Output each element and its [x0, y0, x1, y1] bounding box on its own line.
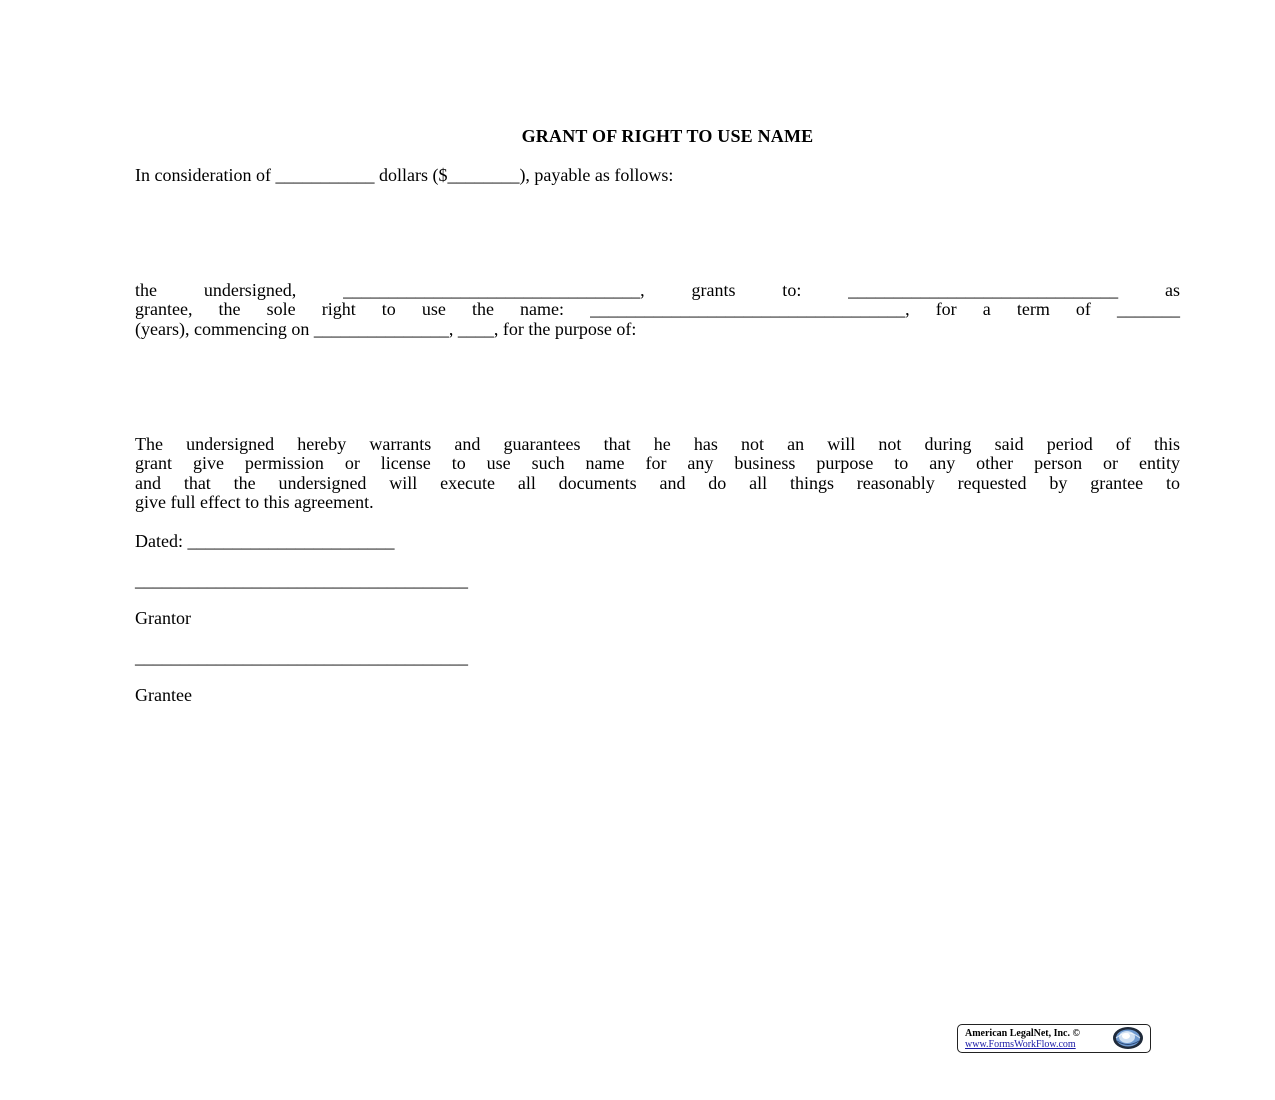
warranty-paragraph-line: give full effect to this agreement. [135, 492, 374, 513]
globe-icon [1111, 1026, 1145, 1050]
warranty-paragraph-line: The undersigned hereby warrants and guarantees that he has not an will not during said period of this [135, 434, 1180, 454]
grantee-label: Grantee [135, 685, 192, 705]
warranty-paragraph [135, 435, 1180, 513]
grantor-label: Grantor [135, 608, 191, 628]
grant-paragraph [135, 281, 1180, 339]
footer-logo[interactable] [957, 1024, 1151, 1053]
grant-paragraph-line: the undersigned, _________________________________, grants to: ______________________________ as [135, 280, 1180, 300]
warranty-paragraph-line: grant give permission or license to use such name for any business purpose to any other person or entity [135, 453, 1180, 474]
warranty-paragraph-line: and that the undersigned will execute all documents and do all things reasonably requested by grantee to [135, 472, 1180, 493]
logo-company-name: American LegalNet, Inc. © [965, 1028, 1080, 1039]
document-title: GRANT OF RIGHT TO USE NAME [521, 126, 814, 146]
grant-paragraph-line: (years), commencing on _______________, ____, for the purpose of: [135, 318, 637, 339]
logo-url-link[interactable]: www.FormsWorkFlow.com [965, 1039, 1076, 1050]
dated-line: Dated: _______________________ [135, 531, 395, 551]
grantor-signature-line: _____________________________________ [135, 570, 468, 590]
grantee-signature-line: _____________________________________ [135, 647, 468, 667]
consideration-line: In consideration of ___________ dollars ($________), payable as follows: [135, 165, 674, 185]
grant-paragraph-line: grantee, the sole right to use the name: ___________________________________, for a term of _______ [135, 299, 1180, 320]
